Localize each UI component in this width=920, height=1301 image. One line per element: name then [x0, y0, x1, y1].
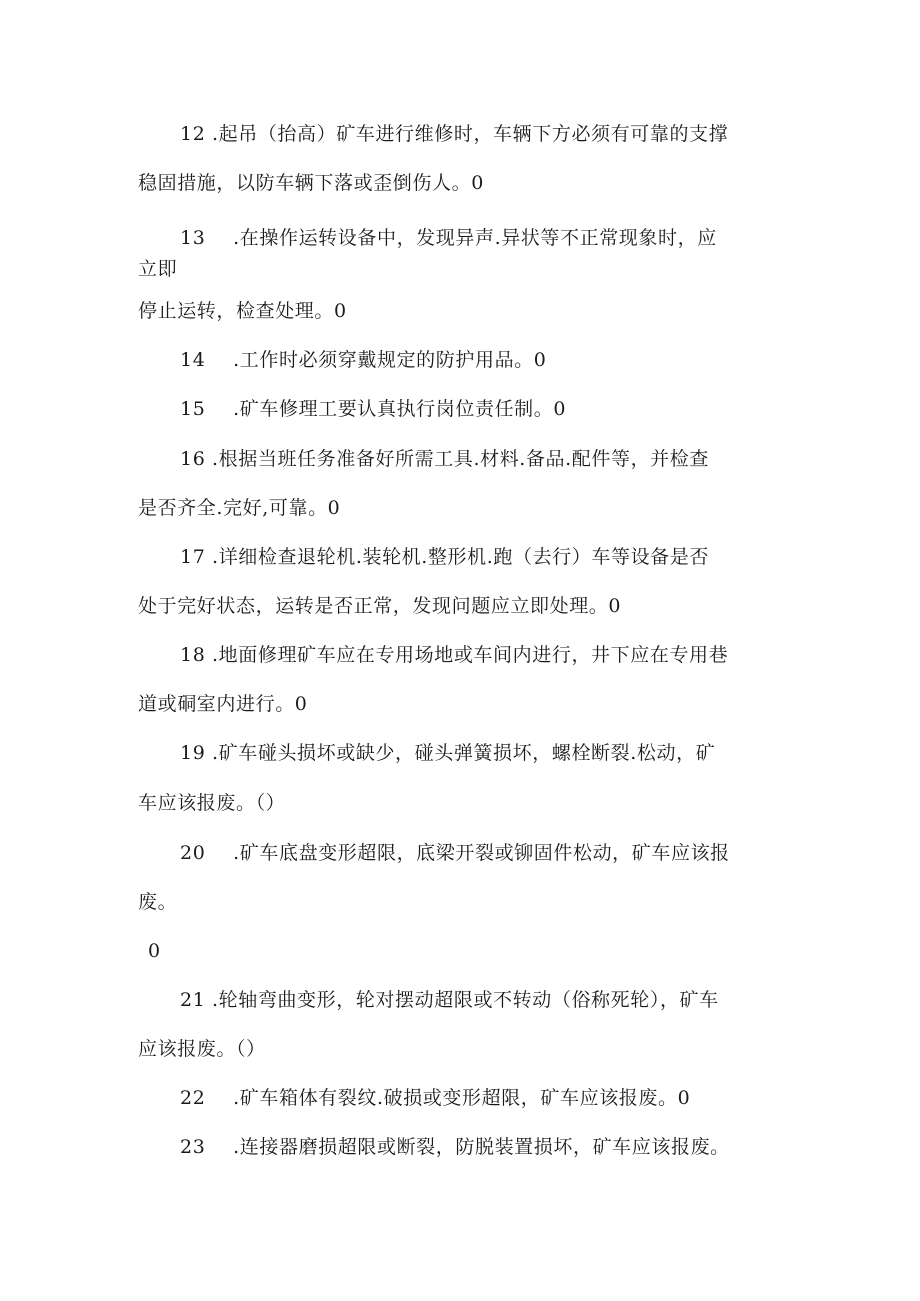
text-line: 23 .连接器磨损超限或断裂，防脱装置损坏，矿车应该报废。	[180, 1136, 730, 1158]
text-line: 车应该报废。（）	[138, 792, 286, 814]
text-line: 稳固措施，以防车辆下落或歪倒伤人。0	[138, 172, 484, 194]
text-line: 道或硐室内进行。0	[138, 693, 308, 715]
text-line: 0	[148, 940, 161, 962]
text-line: 12 .起吊（抬高）矿车进行维修时，车辆下方必须有可靠的支撑	[180, 123, 729, 145]
text-line: 21 .轮轴弯曲变形，轮对摆动超限或不转动（俗称死轮），矿车	[180, 989, 719, 1011]
text-line: 15 .矿车修理工要认真执行岗位责任制。0	[180, 398, 567, 420]
text-line: 停止运转，检查处理。0	[138, 300, 347, 322]
text-line: 16 .根据当班任务准备好所需工具.材料.备品.配件等，并检查	[180, 448, 709, 470]
text-line: 处于完好状态，运转是否正常，发现问题应立即处理。0	[138, 595, 622, 617]
text-line: 14 .工作时必须穿戴规定的防护用品。0	[180, 349, 547, 371]
text-line: 17 .详细检查退轮机.装轮机.整形机.跑（去行）车等设备是否	[180, 546, 709, 568]
text-line: 13 .在操作运转设备中，发现异声.异状等不正常现象时，应	[180, 227, 717, 249]
text-line: 22 .矿车箱体有裂纹.破损或变形超限，矿车应该报废。0	[180, 1087, 691, 1109]
text-line: 18 .地面修理矿车应在专用场地或车间内进行，井下应在专用巷	[180, 644, 729, 666]
text-line: 19 .矿车碰头损坏或缺少，碰头弹簧损坏，螺栓断裂.松动，矿	[180, 742, 716, 764]
text-line: 立即	[138, 258, 178, 280]
text-line: 是否齐全.完好,可靠。0	[138, 497, 341, 519]
text-line: 废。	[138, 891, 178, 913]
text-line: 20 .矿车底盘变形超限，底梁开裂或铆固件松动，矿车应该报	[180, 842, 730, 864]
text-line: 应该报废。（）	[138, 1038, 266, 1060]
